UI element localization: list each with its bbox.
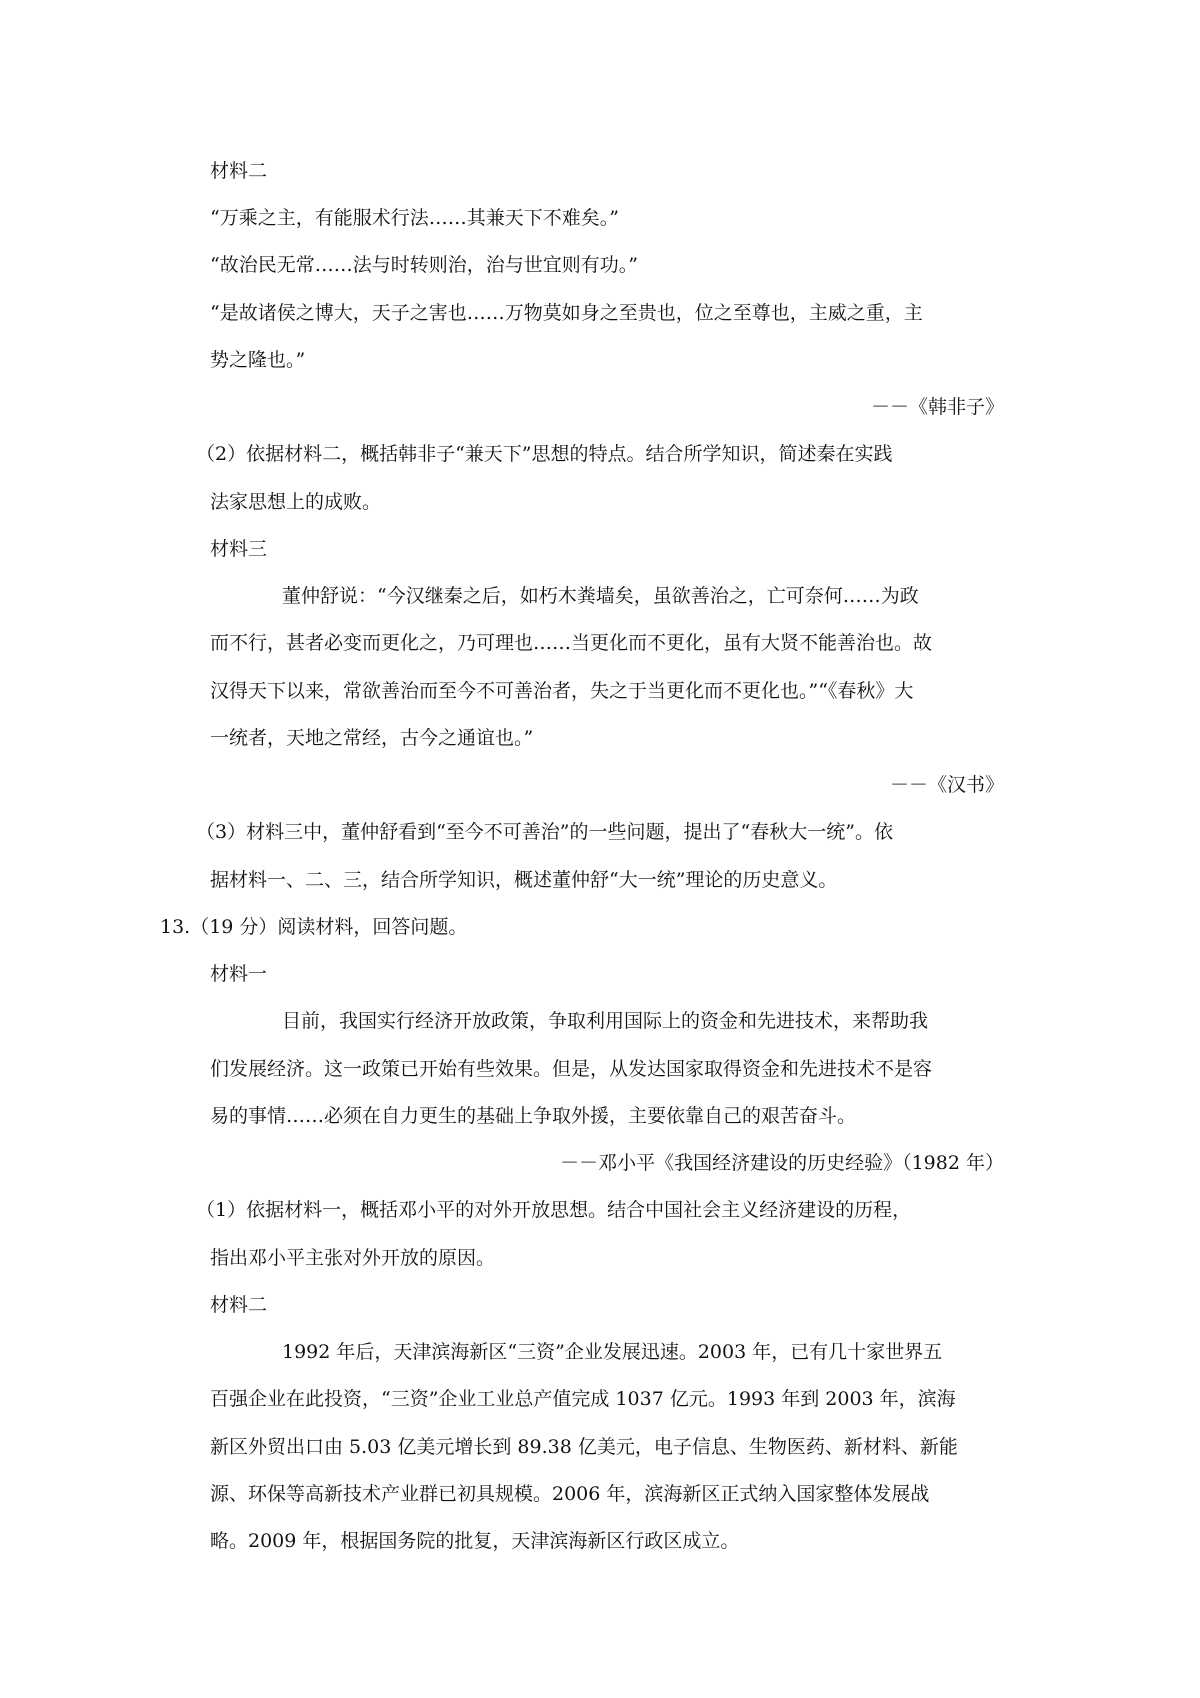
source-citation: －－邓小平《我国经济建设的历史经验》（1982 年）	[560, 1152, 1004, 1174]
paragraph-line: 1992 年后，天津滨海新区“三资”企业发展迅速。2003 年，已有几十家世界五	[282, 1341, 943, 1363]
source-citation: －－《汉书》	[889, 774, 1004, 796]
paragraph-line: 目前，我国实行经济开放政策，争取利用国际上的资金和先进技术，来帮助我	[282, 1010, 929, 1032]
quote-line: “万乘之主，有能服术行法……其兼天下不难矣。”	[210, 207, 619, 229]
question-line: （1）依据材料一，概括邓小平的对外开放思想。结合中国社会主义经济建设的历程，	[196, 1199, 912, 1221]
paragraph-line: 易的事情……必须在自力更生的基础上争取外援，主要依靠自己的艰苦奋斗。	[210, 1105, 857, 1127]
question-line: （2）依据材料二，概括韩非子“兼天下”思想的特点。结合所学知识，简述秦在实践	[196, 443, 893, 465]
question-line: 法家思想上的成败。	[210, 491, 382, 513]
paragraph-line: 汉得天下以来，常欲善治而至今不可善治者，失之于当更化而不更化也。”“《春秋》大	[210, 680, 914, 702]
paragraph-line: 一统者，天地之常经，古今之通谊也。”	[210, 727, 534, 749]
quote-line: “是故诸侯之博大，天子之害也……万物莫如身之至贵也，位之至尊也，主威之重，主	[210, 302, 923, 324]
quote-line: 势之隆也。”	[210, 349, 306, 371]
material-label: 材料三	[210, 538, 268, 560]
paragraph-line: 新区外贸出口由 5.03 亿美元增长到 89.38 亿美元，电子信息、生物医药、新材料、新能	[210, 1436, 958, 1458]
question-line: （3）材料三中，董仲舒看到“至今不可善治”的一些问题，提出了“春秋大一统”。依	[196, 821, 893, 843]
paragraph-line: 百强企业在此投资，“三资”企业工业总产值完成 1037 亿元。1993 年到 2003 年，滨海	[210, 1388, 956, 1410]
material-label: 材料一	[210, 963, 268, 985]
source-citation: －－《韩非子》	[870, 396, 1004, 418]
paragraph-line: 们发展经济。这一政策已开始有些效果。但是，从发达国家取得资金和先进技术不是容	[210, 1058, 933, 1080]
quote-line: “故治民无常……法与时转则治，治与世宜则有功。”	[210, 254, 638, 276]
paragraph-line: 源、环保等高新技术产业群已初具规模。2006 年，滨海新区正式纳入国家整体发展战	[210, 1483, 930, 1505]
paragraph-line: 而不行，甚者必变而更化之，乃可理也……当更化而不更化，虽有大贤不能善治也。故	[210, 632, 933, 654]
material-label: 材料二	[210, 1294, 268, 1316]
question-line: 据材料一、二、三，结合所学知识，概述董仲舒“大一统”理论的历史意义。	[210, 869, 838, 891]
question-line: 指出邓小平主张对外开放的原因。	[210, 1247, 496, 1269]
paragraph-line: 略。2009 年，根据国务院的批复，天津滨海新区行政区成立。	[210, 1530, 740, 1552]
question-header: 13.（19 分）阅读材料，回答问题。	[160, 916, 468, 938]
material-label: 材料二	[210, 160, 268, 182]
paragraph-line: 董仲舒说：“今汉继秦之后，如朽木粪墙矣，虽欲善治之，亡可奈何……为政	[282, 585, 919, 607]
